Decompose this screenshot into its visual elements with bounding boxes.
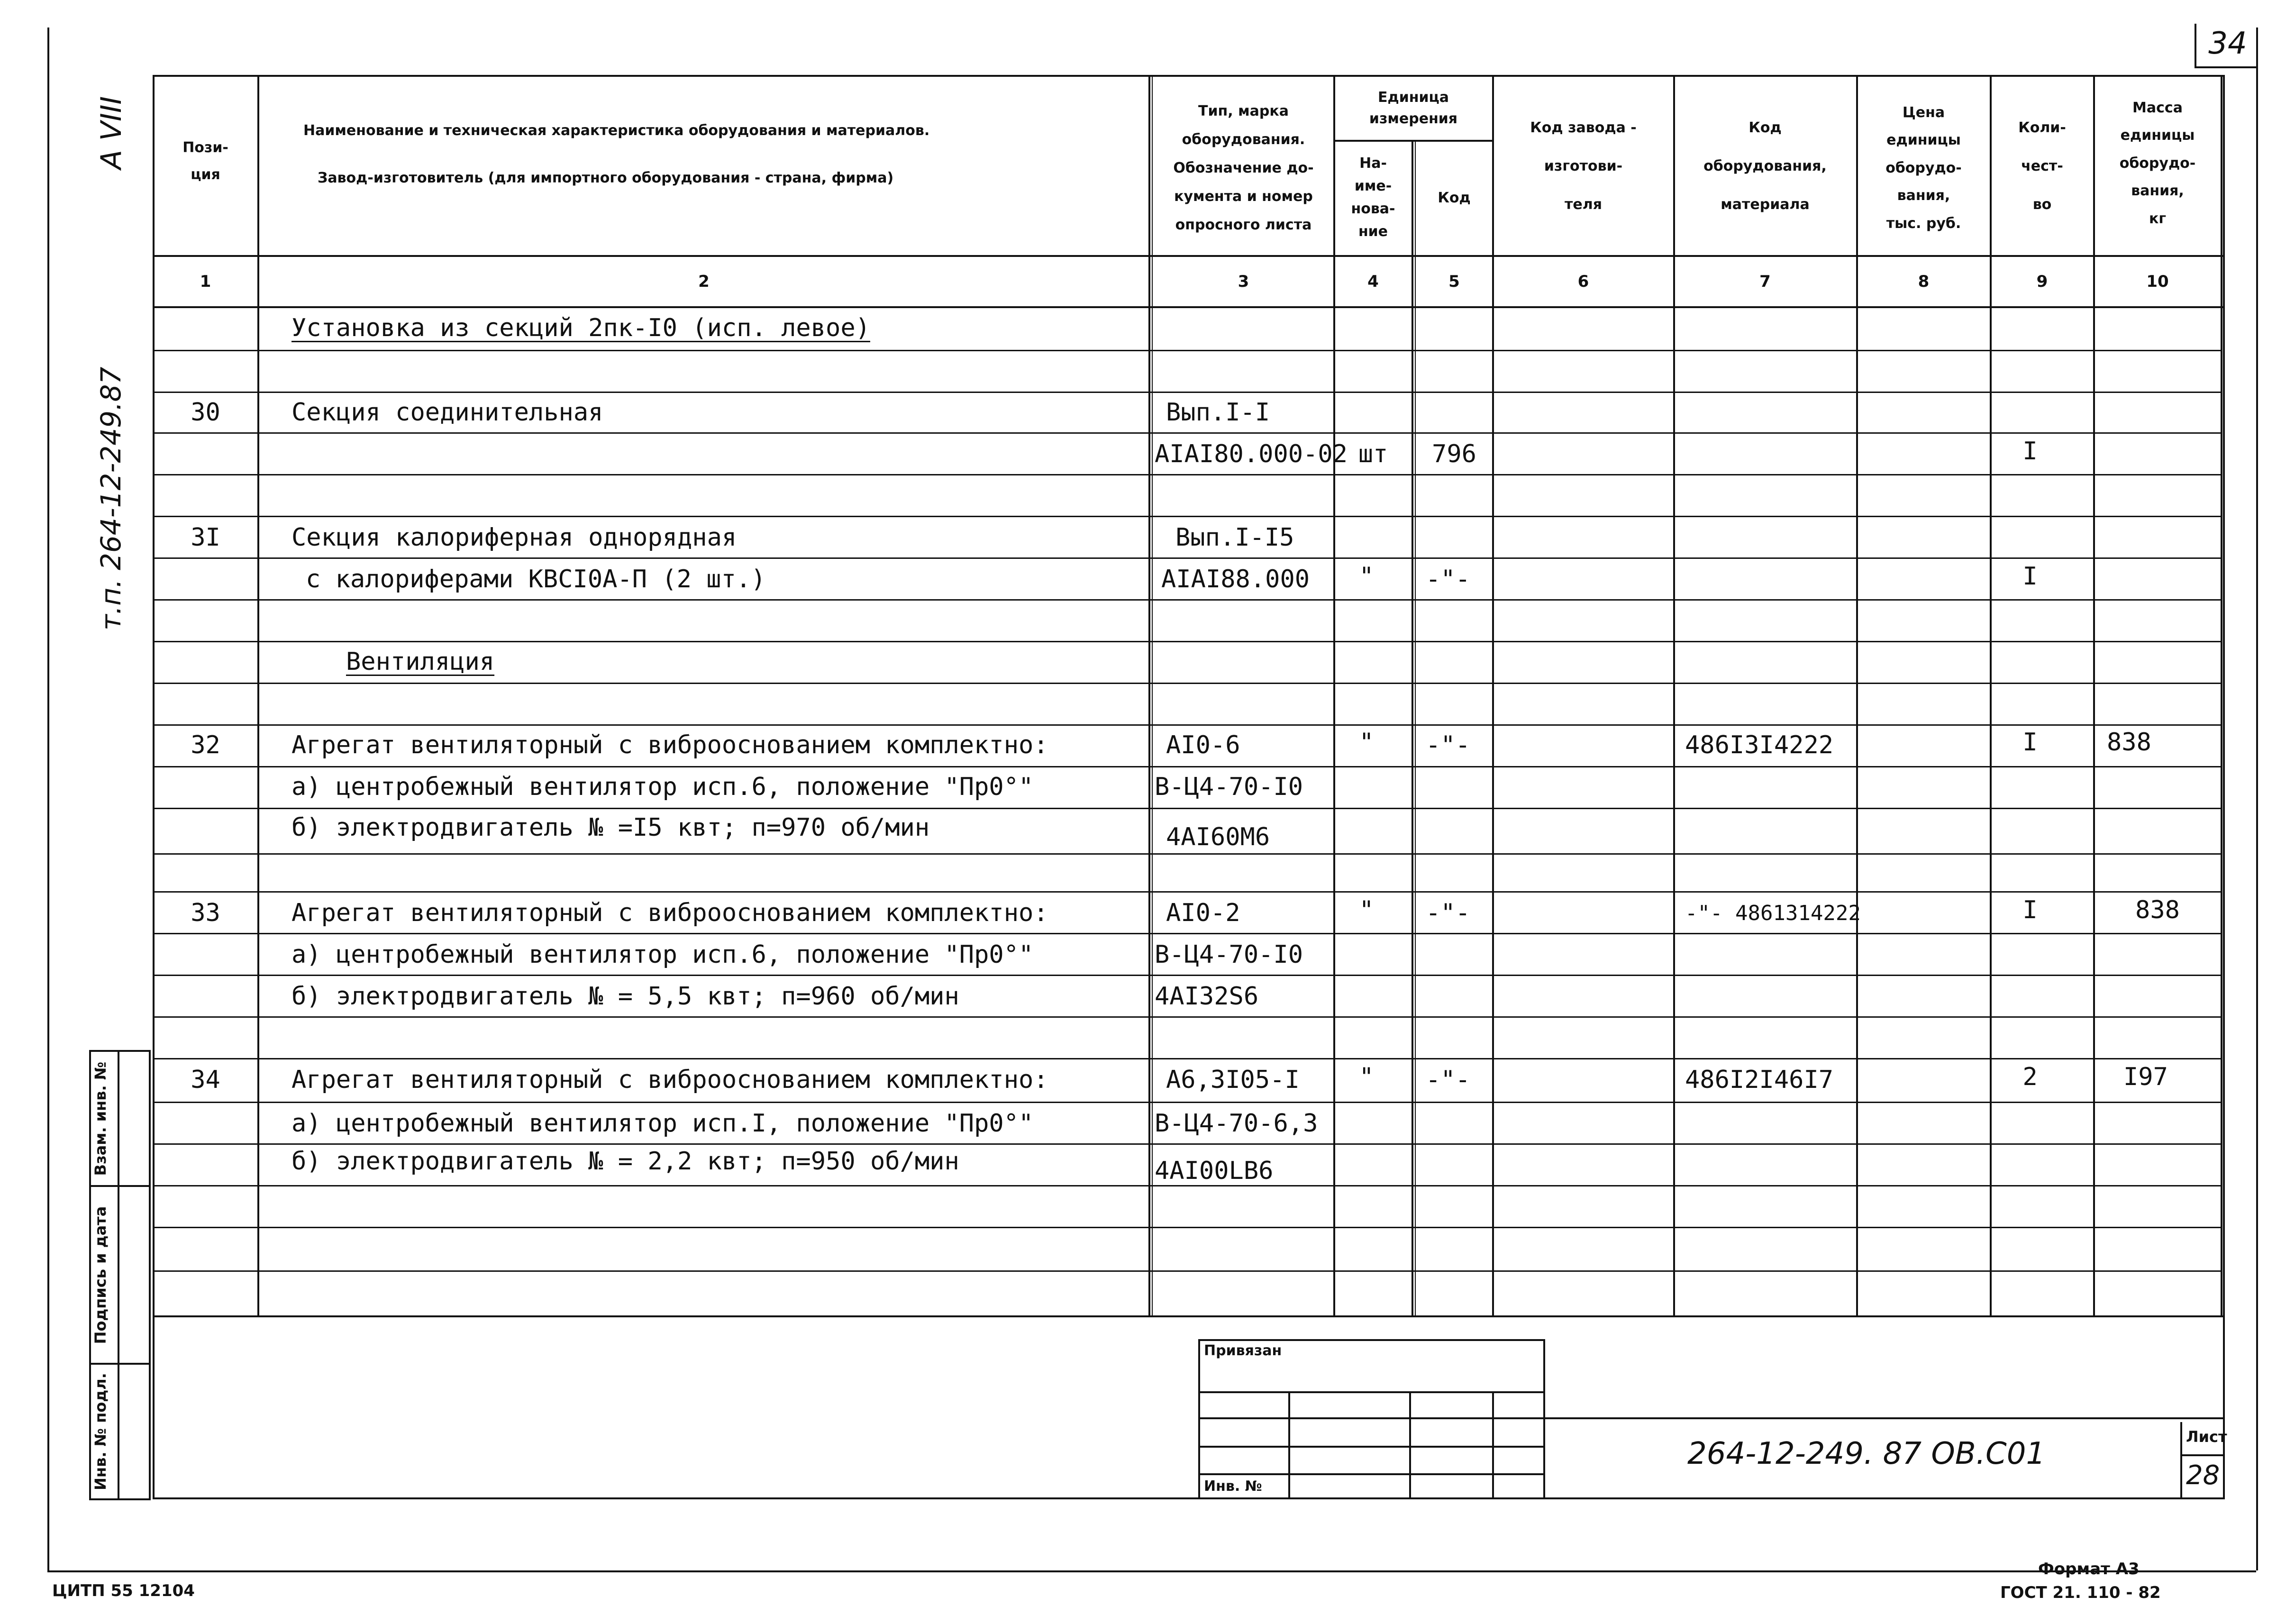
header-quantity: Коли- чест- во xyxy=(2018,119,2066,213)
row33-equipment-code: -"- 4861314222 xyxy=(1685,901,1861,925)
header-type: Тип, марка оборудования. Обозначение до- кумента и номер опросного листа xyxy=(1173,103,1314,233)
row32-unit-code: -"- xyxy=(1426,731,1470,759)
sheet-mark: 34 xyxy=(2208,26,2247,61)
col-number-4: 4 xyxy=(1367,272,1379,291)
row31-doc: Вып.I-I5 xyxy=(1175,523,1294,552)
inventory-label: Инв. № xyxy=(1204,1478,1262,1495)
row34-type: А6,3I05-I xyxy=(1166,1066,1300,1094)
row34-unit-code: -"- xyxy=(1426,1066,1470,1094)
row33-unit: " xyxy=(1359,896,1374,924)
row34a-type: В-Ц4-70-6,3 xyxy=(1155,1109,1318,1138)
row33a-name: а) центробежный вентилятор исп.6, положение "Пр0°" xyxy=(291,940,1034,969)
header-name-line1: Наименование и техническая характеристика оборудования и материалов. xyxy=(303,122,930,139)
row32-equipment-code: 486I3I4222 xyxy=(1685,731,1834,759)
row32b-name: б) электродвигатель № =I5 квт; п=970 об/мин xyxy=(291,813,930,842)
row33-quantity: I xyxy=(2022,896,2038,924)
project-number: т.п. 264-12-249.87 xyxy=(95,366,127,630)
row32-name: Агрегат вентиляторный с виброоснованием комплектно: xyxy=(291,731,1048,759)
row34-equipment-code: 486I2I46I7 xyxy=(1685,1066,1834,1094)
row30-unit: шт xyxy=(1358,440,1388,468)
section-title-ventilation: Вентиляция xyxy=(346,648,495,676)
album-mark: А VIII xyxy=(95,96,128,170)
row33-position: 33 xyxy=(191,899,220,927)
row33-unit-code: -"- xyxy=(1426,899,1470,927)
header-price: Цена единицы оборудо- вания, тыс. руб. xyxy=(1885,104,1962,232)
row31-name: Секция калориферная однорядная xyxy=(291,523,737,552)
row34-position: 34 xyxy=(191,1066,220,1094)
row34-unit: " xyxy=(1359,1063,1374,1091)
stamp-label-original-inv: Инв. № подл. xyxy=(91,1373,109,1490)
sheet-number: 28 xyxy=(2186,1460,2220,1491)
row34b-type: 4AI00LB6 xyxy=(1155,1157,1274,1185)
col-number-8: 8 xyxy=(1918,272,1930,291)
row33-name: Агрегат вентиляторный с виброоснованием комплектно: xyxy=(291,899,1048,927)
row33a-type: В-Ц4-70-I0 xyxy=(1155,940,1303,969)
row31-quantity: I xyxy=(2022,562,2038,591)
row32-quantity: I xyxy=(2022,728,2038,757)
document-code: 264-12-249. 87 ОВ.С01 xyxy=(1687,1436,2046,1471)
row32-mass: 838 xyxy=(2107,728,2151,757)
row32a-name: а) центробежный вентилятор исп.6, положение "Пр0°" xyxy=(291,773,1034,801)
bound-label: Привязан xyxy=(1204,1342,1282,1359)
col-number-9: 9 xyxy=(2036,272,2048,291)
row30-quantity: I xyxy=(2022,437,2038,465)
footer-gost: ГОСТ 21. 110 - 82 xyxy=(2000,1583,2161,1602)
row34a-name: а) центробежный вентилятор исп.I, положение "Пр0°" xyxy=(291,1109,1034,1138)
row32b-type: 4AI60М6 xyxy=(1166,823,1270,851)
row31-type: AIAI88.000 xyxy=(1161,565,1310,593)
header-unit-code: Код xyxy=(1438,189,1471,206)
row30-type: AIAI80.000-02 xyxy=(1155,440,1348,468)
sheet-label: Лист xyxy=(2186,1428,2227,1446)
header-position: Пози- ция xyxy=(182,139,228,183)
row30-name: Секция соединительная xyxy=(291,398,603,427)
row34b-name: б) электродвигатель № = 2,2 квт; п=950 об/мин xyxy=(291,1147,959,1176)
row31-position: 3I xyxy=(191,523,220,552)
row30-position: 30 xyxy=(191,398,220,427)
header-unit-name: На- име- нова- ние xyxy=(1351,155,1395,240)
col-number-3: 3 xyxy=(1238,272,1249,291)
header-unit-group: Единица измерения xyxy=(1369,89,1458,127)
row34-name: Агрегат вентиляторный с виброоснованием комплектно: xyxy=(291,1066,1048,1094)
stamp-label-replaced-inv: Взам. инв. № xyxy=(91,1061,109,1176)
col-number-7: 7 xyxy=(1759,272,1771,291)
col-number-5: 5 xyxy=(1448,272,1460,291)
footer-format: Формат А3 xyxy=(2038,1560,2140,1578)
col-number-6: 6 xyxy=(1577,272,1589,291)
footer-left: ЦИТП 55 12104 xyxy=(52,1581,195,1600)
row34-mass: I97 xyxy=(2123,1063,2168,1091)
row30-unit-code: 796 xyxy=(1432,440,1476,468)
row33-mass: 838 xyxy=(2135,896,2180,924)
row31-unit: " xyxy=(1359,562,1374,591)
header-name-line2: Завод-изготовитель (для импортного оборудования - страна, фирма) xyxy=(318,169,894,186)
row32-position: 32 xyxy=(191,731,220,759)
row30-doc: Вып.I-I xyxy=(1166,398,1270,427)
row33b-type: 4AI32S6 xyxy=(1155,982,1259,1011)
section-title-installation: Установка из секций 2пк-I0 (исп. левое) xyxy=(291,314,870,342)
header-mass: Масса единицы оборудо- вания, кг xyxy=(2119,99,2196,227)
col-number-10: 10 xyxy=(2146,272,2169,291)
row31-name-cont: с калориферами КВСI0А-П (2 шт.) xyxy=(306,565,766,593)
row31-unit-code: -"- xyxy=(1426,565,1470,593)
header-maker-code: Код завода - изготови- теля xyxy=(1530,119,1637,213)
stamp-label-signature-date: Подпись и дата xyxy=(91,1206,109,1344)
row34-quantity: 2 xyxy=(2022,1063,2038,1091)
col-number-1: 1 xyxy=(200,272,211,291)
row32-type: AI0-6 xyxy=(1166,731,1240,759)
row32a-type: В-Ц4-70-I0 xyxy=(1155,773,1303,801)
col-number-2: 2 xyxy=(698,272,710,291)
row32-unit: " xyxy=(1359,728,1374,757)
header-equipment-code: Код оборудования, материала xyxy=(1703,119,1827,213)
row33-type: AI0-2 xyxy=(1166,899,1240,927)
row33b-name: б) электродвигатель № = 5,5 квт; п=960 об/мин xyxy=(291,982,959,1011)
